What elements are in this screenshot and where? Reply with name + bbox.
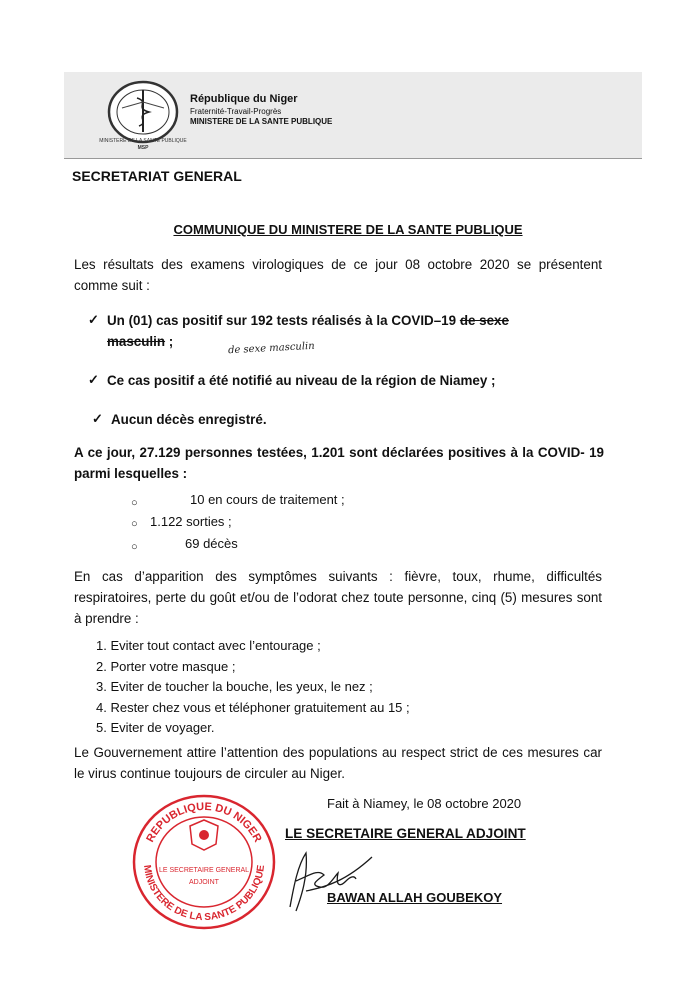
struck-text-2: masculin [107,334,166,349]
measure-item: 1. Eviter tout contact avec l’entourage ; [96,638,321,653]
checkmark-icon: ✓ [92,411,103,426]
secretariat-heading: SECRETARIAT GENERAL [72,168,242,184]
official-stamp [130,792,278,932]
svg-text:MSP: MSP [137,145,149,151]
sub-item-deaths: 69 décès [185,536,238,551]
measures-list [96,636,410,739]
handwritten-correction: de sexe masculin [227,340,315,357]
circle-bullet-icon: ○ [131,541,138,553]
measure-item: 2. Porter votre masque ; [96,658,236,674]
svg-text:MINISTERE DE LA SANTE PUBLIQUE: MINISTERE DE LA SANTE PUBLIQUE [99,138,187,144]
bullet-no-death: Aucun décès enregistré. [111,412,267,427]
measure-item: 3. Eviter de toucher la bouche, les yeux, le nez ; [96,679,373,694]
place-date: Fait à Niamey, le 08 octobre 2020 [327,796,522,811]
summary-paragraph: A ce jour, 27.129 personnes testées, 1.201 sont déclarées positives à la COVID- 19 parmi lesquelles : [74,445,604,481]
signatory-name: BAWAN ALLAH GOUBEKOY [327,890,503,905]
measure-item: 4. Rester chez vous et téléphoner gratuitement au 15 ; [96,699,410,715]
communique-title: COMMUNIQUE DU MINISTERE DE LA SANTE PUBLIQUE [173,222,523,237]
symptoms-paragraph: En cas d’apparition des symptômes suivants : fièvre, toux, rhume, difficultés respiratoires, perte du goût et/ou de l’odorat chez toute personne, cinq (5) mesures sont à prendre : [74,569,602,626]
svg-text:ADJOINT: ADJOINT [189,879,219,886]
signatory-title: LE SECRETAIRE GENERAL ADJOINT [285,826,526,841]
svg-text:MINISTERE DE LA SANTE PUBLIQUE: MINISTERE DE LA SANTE PUBLIQUE [140,864,267,924]
measure-item: 5. Eviter de voyager. [96,720,215,735]
national-motto: Fraternité-Travail-Progrès [190,107,282,116]
sub-item-treatment: 10 en cours de traitement ; [190,492,345,507]
circle-bullet-icon: ○ [131,497,138,509]
ministry-name: MINISTERE DE LA SANTE PUBLIQUE [190,117,333,126]
sub-item-recovered: 1.122 sorties ; [150,514,232,529]
republic-title: République du Niger [190,93,298,105]
closing-paragraph: Le Gouvernement attire l’attention des populations au respect strict de ces mesures car le virus continue toujours de circuler au Niger. [74,745,602,781]
ministry-logo [99,78,187,152]
svg-text:REPUBLIQUE DU NIGER: REPUBLIQUE DU NIGER [144,800,264,845]
svg-text:LE SECRETAIRE GENERAL: LE SECRETAIRE GENERAL [158,867,250,874]
circle-bullet-icon: ○ [131,518,138,530]
bullet-region: Ce cas positif a été notifié au niveau de la région de Niamey ; [107,373,496,388]
checkmark-icon: ✓ [88,372,99,387]
struck-text: de sexe [459,313,509,328]
intro-paragraph: Les résultats des examens virologiques de ce jour 08 octobre 2020 se présentent comme suit : [74,257,602,293]
checkmark-icon: ✓ [88,312,99,327]
bullet-new-case: Un (01) cas positif sur 192 tests réalisés à la COVID–19 de sexe masculin ; [107,313,509,349]
